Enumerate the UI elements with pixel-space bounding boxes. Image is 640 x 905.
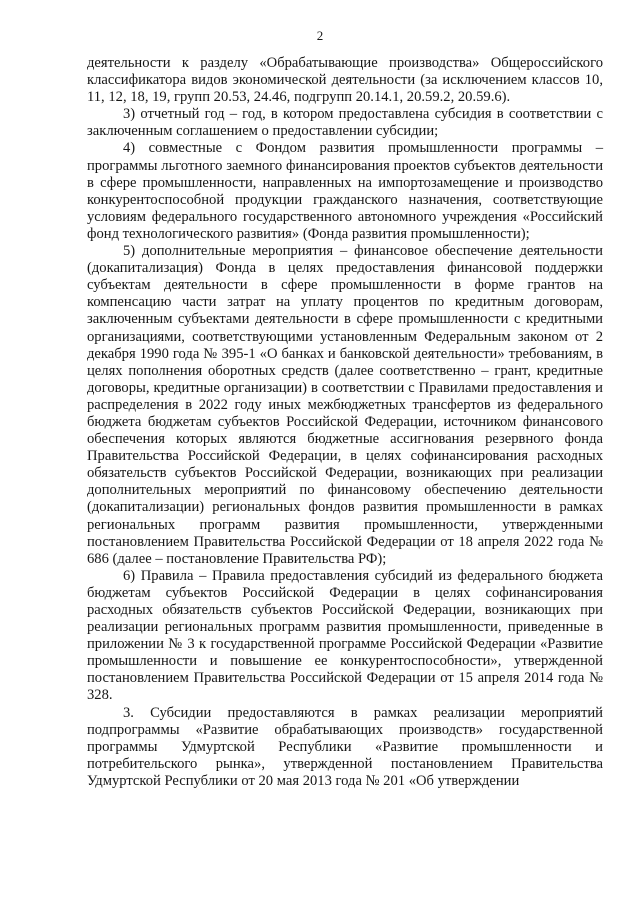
page-number: 2 xyxy=(316,28,324,43)
paragraph-item-3: 3) отчетный год – год, в котором предоставлена субсидия в соответствии с заключенным соглашением о предоставлении субсидии; xyxy=(87,106,603,140)
paragraph-continuation: деятельности к разделу «Обрабатывающие производства» Общероссийского классификатора видов экономической деятельности (за исключением классов 10, 11, 12, 18, 19, групп 20.53, 24.46, подгрупп 20.14.1, 20.59.2, 20.59.6). xyxy=(87,55,603,106)
document-body xyxy=(87,55,603,790)
paragraph-item-4: 4) совместные с Фондом развития промышленности программы – программы льготного заемного финансирования проектов субъектов деятельности в сфере промышленности, направленных на импортозамещение и производство конкурентоспособной продукции гражданского назначения, соответствующие условиям федерального государственного автономного учреждения «Российский фонд технологического развития» (Фонда развития промышленности); xyxy=(87,140,603,242)
paragraph-item-6: 6) Правила – Правила предоставления субсидий из федерального бюджета бюджетам субъектов Российской Федерации в целях софинансирования расходных обязательств субъектов Российской Федерации, возникающих при реализации региональных программ развития промышленности, приведенные в приложении № 3 к государственной программе Российской Федерации «Развитие промышленности и повышение ее конкурентоспособности», утвержденной постановлением Правительства Российской Федерации от 15 апреля 2014 года № 328. xyxy=(87,567,603,704)
paragraph-section-3: 3. Субсидии предоставляются в рамках реализации мероприятий подпрограммы «Развитие обрабатывающих производств» государственной программы Удмуртской Республики «Развитие промышленности и потребительского рынка», утвержденной постановлением Правительства Удмуртской Республики от 20 мая 2013 года № 201 «Об утверждении xyxy=(87,704,603,789)
paragraph-item-5: 5) дополнительные мероприятия – финансовое обеспечение деятельности (докапитализация) Фонда в целях предоставления финансовой поддержки субъектам деятельности в сфере промышленности в форме грантов на компенсацию части затрат на уплату процентов по кредитным договорам, заключенным субъектами деятельности в сфере промышленности с кредитными организациями, соответствующими установленным Федеральным законом от 2 декабря 1990 года № 395-1 «О банках и банковской деятельности» требованиям, в целях пополнения оборотных средств (далее соответственно – грант, кредитные договоры, кредитные организации) в соответствии с Правилами предоставления и распределения в 2022 году иных межбюджетных трансфертов из федерального бюджета бюджетам субъектов Российской Федерации, источником финансового обеспечения которых являются бюджетные ассигнования резервного фонда Правительства Российской Федерации, в целях софинансирования расходных обязательств субъектов Российской Федерации, возникающих при реализации дополнительных мероприятий по финансовому обеспечению деятельности (докапитализации) региональных фондов развития промышленности в рамках региональных программ развития промышленности, утвержденными постановлением Правительства Российской Федерации от 18 апреля 2022 года № 686 (далее – постановление Правительства РФ); xyxy=(87,243,603,567)
